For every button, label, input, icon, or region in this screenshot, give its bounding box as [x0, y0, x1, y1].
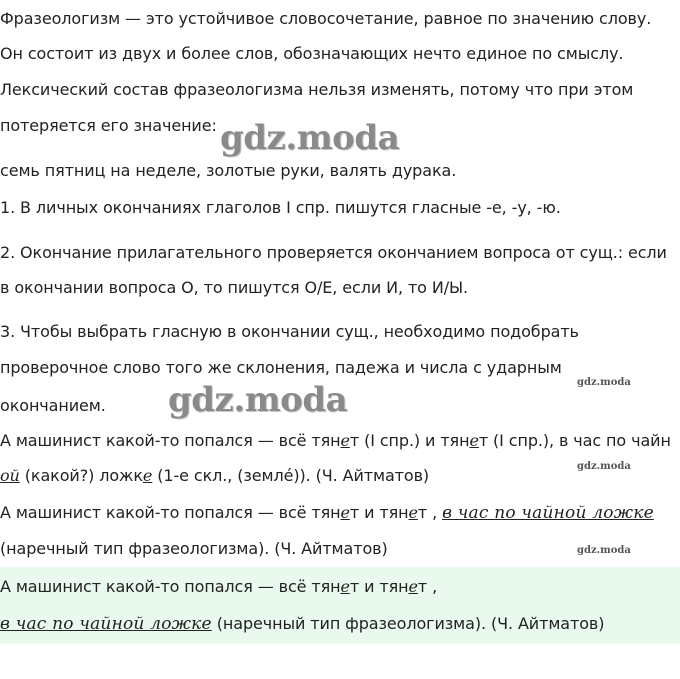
example-2-line-2: (наречный тип фразеологизма). (Ч. Айтматов)	[0, 539, 388, 558]
text-line: потеряется его значение:	[0, 116, 217, 135]
rule-2-line-1: 2. Окончание прилагательного проверяется окончанием вопроса от сущ.: если	[0, 243, 667, 262]
rule-3-line-1: 3. Чтобы выбрать гласную в окончании сущ., необходимо подобрать	[0, 322, 579, 341]
phraseologism-underlined: в час по чайной ложке	[442, 503, 654, 523]
vowel-ending: е	[340, 503, 350, 522]
answer-line-1: А машинист какой-то попался — всё тянет и тянет ,	[0, 577, 438, 596]
vowel-ending: е	[408, 577, 418, 596]
vowel-ending: е	[340, 431, 350, 450]
watermark-logo: gdz.moda	[168, 380, 348, 420]
answer-line-2: в час по чайной ложке (наречный тип фразеологизма). (Ч. Айтматов)	[0, 614, 605, 634]
example-1-line-2: ой (какой?) ложке (1-е скл., (землé)). (Ч. Айтматов)	[0, 466, 430, 485]
rule-3-line-2: проверочное слово того же склонения, падежа и числа с ударным	[0, 358, 562, 377]
vowel-ending: е	[408, 503, 418, 522]
watermark-small: gdz.moda	[577, 461, 631, 472]
example-1-line-1: А машинист какой-то попался — всё тянет (I спр.) и тянет (I спр.), в час по чайн	[0, 431, 671, 450]
rule-2-line-2: в окончании вопроса О, то пишутся О/Е, если И, то И/Ы.	[0, 278, 469, 297]
noun-ending: е	[142, 466, 153, 485]
rule-1: 1. В личных окончаниях глаголов I спр. пишутся гласные -е, -у, -ю.	[0, 198, 561, 217]
rule-3-line-3: окончанием.	[0, 396, 106, 415]
vowel-ending: е	[340, 577, 350, 596]
phraseologism-underlined: в час по чайной ложке	[0, 614, 212, 634]
watermark-logo: gdz.moda	[220, 118, 400, 158]
watermark-small: gdz.moda	[577, 377, 631, 388]
text-line: Он состоит из двух и более слов, обозначающих нечто единое по смыслу.	[0, 44, 624, 63]
text-line: Лексический состав фразеологизма нельзя изменять, потому что при этом	[0, 80, 634, 99]
adjective-ending: ой	[0, 466, 20, 485]
vowel-ending: е	[469, 431, 479, 450]
watermark-small: gdz.moda	[577, 545, 631, 556]
text-line: семь пятниц на неделе, золотые руки, валять дурака.	[0, 161, 457, 180]
text-line: Фразеологизм — это устойчивое словосочетание, равное по значению слову.	[0, 9, 652, 28]
example-2-line-1: А машинист какой-то попался — всё тянет и тянет , в час по чайной ложке	[0, 503, 654, 523]
